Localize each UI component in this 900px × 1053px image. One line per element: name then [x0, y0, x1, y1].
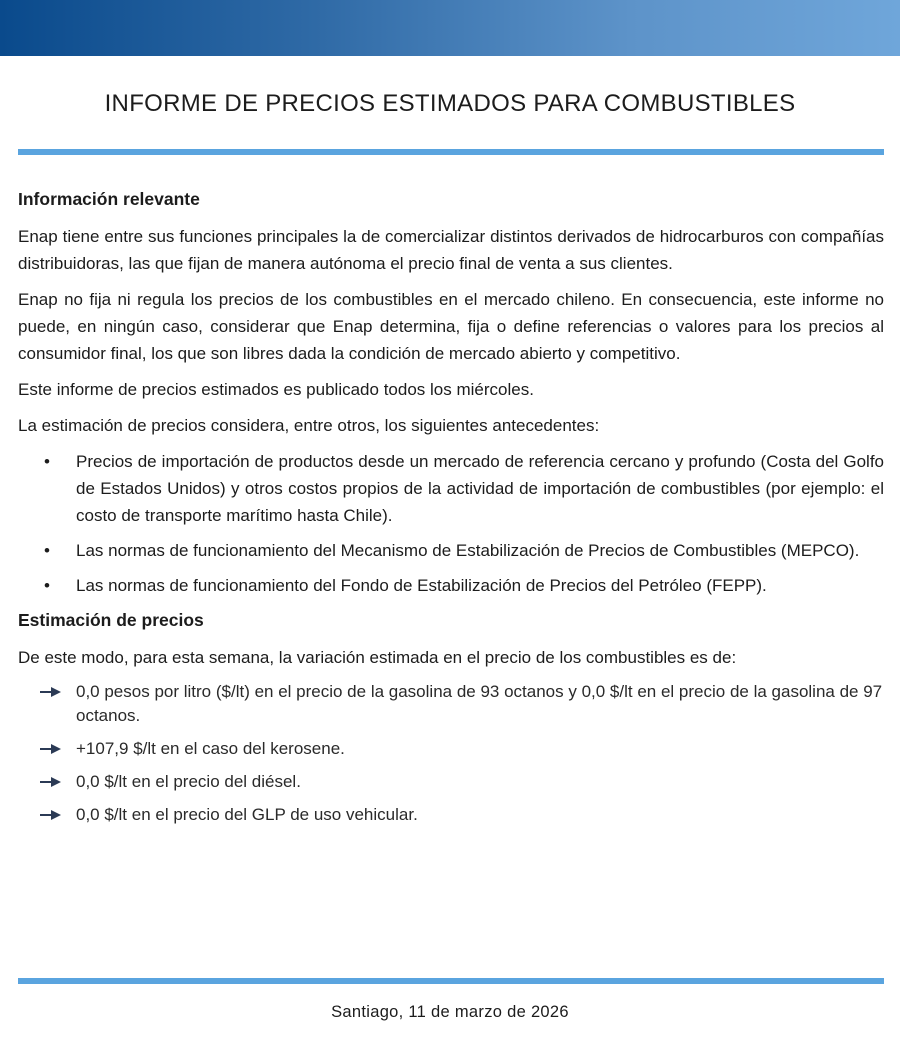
list-item-text: Las normas de funcionamiento del Mecanismo de Estabilización de Precios de Combustibles (MEPCO). [76, 541, 860, 560]
bullet-icon: • [44, 452, 50, 471]
section-heading-relevant-info: Información relevante [18, 189, 200, 209]
list-item [18, 572, 884, 599]
paragraph: Enap no fija ni regula los precios de los combustibles en el mercado chileno. En consecuencia, este informe no puede, en ningún caso, considerar que Enap determina, fija o define referencias o valores para los precios al consumidor final, los que son libres dada la condición de mercado abierto y competitivo. [18, 290, 884, 363]
arrow-right-icon [40, 777, 62, 787]
paragraph: Este informe de precios estimados es publicado todos los miércoles. [18, 380, 534, 399]
page-title: INFORME DE PRECIOS ESTIMADOS PARA COMBUSTIBLES [104, 90, 796, 117]
arrow-right-icon [40, 687, 62, 697]
arrow-right-icon [40, 810, 62, 820]
list-item-text: 0,0 $/lt en el precio del GLP de uso vehicular. [76, 805, 418, 824]
price-variation-list [18, 680, 884, 827]
list-item-text: Las normas de funcionamiento del Fondo de Estabilización de Precios del Petróleo (FEPP). [76, 576, 767, 595]
report-body [18, 186, 884, 836]
list-item-text: 0,0 pesos por litro ($/lt) en el precio de la gasolina de 93 octanos y 0,0 $/lt en el precio de la gasolina de 97 octanos. [76, 682, 883, 725]
bullet-icon: • [44, 541, 50, 560]
antecedents-list [18, 448, 884, 599]
list-item-text: Precios de importación de productos desde un mercado de referencia cercano y profundo (Costa del Golfo de Estados Unidos) y otros costos propios de la actividad de importación de combustibles (por ejemplo: el costo de transporte marítimo hasta Chile). [76, 452, 884, 525]
section-heading-price-estimation: Estimación de precios [18, 610, 204, 630]
list-item [18, 537, 884, 564]
paragraph: La estimación de precios considera, entre otros, los siguientes antecedentes: [18, 416, 600, 435]
list-item-text: 0,0 $/lt en el precio del diésel. [76, 772, 301, 791]
report-date: Santiago, 11 de marzo de 2026 [331, 1003, 569, 1021]
list-item [18, 770, 884, 794]
header-band [0, 0, 900, 56]
arrow-right-icon [40, 744, 62, 754]
list-item [18, 803, 884, 827]
bullet-icon: • [44, 576, 50, 595]
list-item [18, 680, 884, 728]
title-divider [18, 149, 884, 155]
list-item [18, 448, 884, 529]
footer-divider [18, 978, 884, 984]
paragraph: Enap tiene entre sus funciones principales la de comercializar distintos derivados de hidrocarburos con compañías distribuidoras, las que fijan de manera autónoma el precio final de venta a sus clientes. [18, 227, 884, 273]
list-item-text: +107,9 $/lt en el caso del kerosene. [76, 739, 345, 758]
price-intro: De este modo, para esta semana, la variación estimada en el precio de los combustibles es de: [18, 648, 737, 667]
list-item [18, 737, 884, 761]
